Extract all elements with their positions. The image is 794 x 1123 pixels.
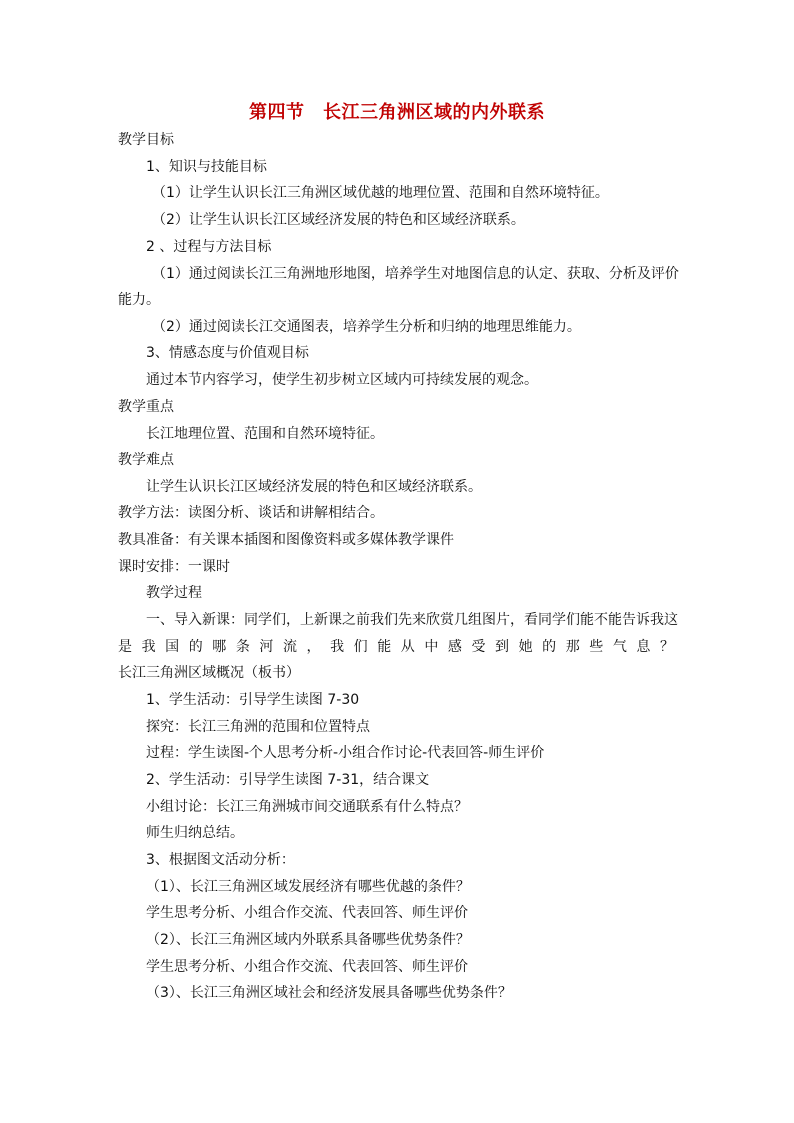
justified-char: 受 [471,639,486,655]
heading-teaching-difficulty: 教学难点 [118,452,174,468]
blackboard-heading: 长江三角洲区域概况（板书） [118,665,300,681]
objective-knowledge-skills: 1、知识与技能目标 [146,159,267,175]
analysis-question: （1）、长江三角洲区域发展经济有哪些优越的条件？ [146,879,470,895]
analysis-question: （2）、长江三角洲区域内外联系具备哪些优势条件？ [146,932,470,948]
justified-char: 们 [353,639,368,655]
justified-char: 的 [188,639,203,655]
justified-char: 我 [141,639,156,655]
heading-teaching-objectives: 教学目标 [118,132,174,148]
justified-char: ， [306,639,321,655]
objective-item: （1）通过阅读长江三角洲地形地图，培养学生对地图信息的认定、获取、分析及评价 [152,266,679,282]
activity-step: 小组讨论：长江三角洲城市间交通联系有什么特点？ [146,799,468,815]
heading-teaching-focus: 教学重点 [118,399,174,415]
activity-step: 过程：学生读图-个人思考分析-小组合作讨论-代表回答-师生评价 [146,745,545,761]
justified-char: ？ [659,639,674,655]
teaching-focus-text: 长江地理位置、范围和自然环境特征。 [146,426,384,442]
objective-item: 通过本节内容学习，使学生初步树立区域内可持续发展的观念。 [146,372,538,388]
heading-teaching-process: 教学过程 [146,585,202,601]
justified-char: 我 [330,639,345,655]
justified-char: 气 [612,639,627,655]
analysis-process: 学生思考分析、小组合作交流、代表回答、师生评价 [146,905,468,921]
intro-paragraph-justified [118,637,674,657]
objective-item: （2）让学生认识长江区域经济发展的特色和区域经济联系。 [152,212,525,228]
activity-step: 1、学生活动：引导学生读图 7-30 [146,692,360,708]
justified-char: 到 [495,639,509,655]
objective-item: （1）让学生认识长江三角洲区域优越的地理位置、范围和自然环境特征。 [152,185,609,201]
justified-char: 是 [118,639,132,655]
activity-step: 师生归纳总结。 [146,825,244,841]
justified-char: 条 [235,639,250,655]
objective-item: （2）通过阅读长江交通图表，培养学生分析和归纳的地理思维能力。 [152,319,581,335]
justified-char: 的 [542,639,557,655]
analysis-process: 学生思考分析、小组合作交流、代表回答、师生评价 [146,959,468,975]
teaching-aids: 教具准备：有关课本插图和图像资料或多媒体教学课件 [118,532,454,548]
justified-char: 能 [377,639,392,655]
justified-char: 流 [282,639,297,655]
activity-step: 探究：长江三角洲的范围和位置特点 [146,719,370,735]
teaching-difficulty-text: 让学生认识长江区域经济发展的特色和区域经济联系。 [146,479,482,495]
teaching-method: 教学方法：读图分析、谈话和讲解相结合。 [118,505,384,521]
section-title: 第四节 长江三角洲区域的内外联系 [249,102,545,123]
justified-char: 国 [165,639,180,655]
justified-char: 息 [636,639,651,655]
justified-char: 从 [400,639,415,655]
objective-process-methods: 2 、过程与方法目标 [146,239,272,255]
justified-char: 哪 [212,639,227,655]
justified-char: 河 [259,639,274,655]
justified-char: 中 [424,639,439,655]
activity-step: 2、学生活动：引导学生读图 7-31，结合课文 [146,772,430,788]
justified-char: 些 [589,639,604,655]
objective-emotion-values: 3、情感态度与价值观目标 [146,345,309,361]
justified-char: 感 [447,639,462,655]
class-schedule: 课时安排：一课时 [118,559,230,575]
activity-step: 3、根据图文活动分析： [146,852,295,868]
justified-char: 那 [565,639,580,655]
analysis-question: （3）、长江三角洲区域社会和经济发展具备哪些优势条件？ [146,985,512,1001]
intro-paragraph: 一、导入新课：同学们，上新课之前我们先来欣赏几组图片，看同学们能不能告诉我这 [146,612,678,628]
objective-item-continuation: 能力。 [118,292,160,308]
justified-char: 她 [518,639,533,655]
